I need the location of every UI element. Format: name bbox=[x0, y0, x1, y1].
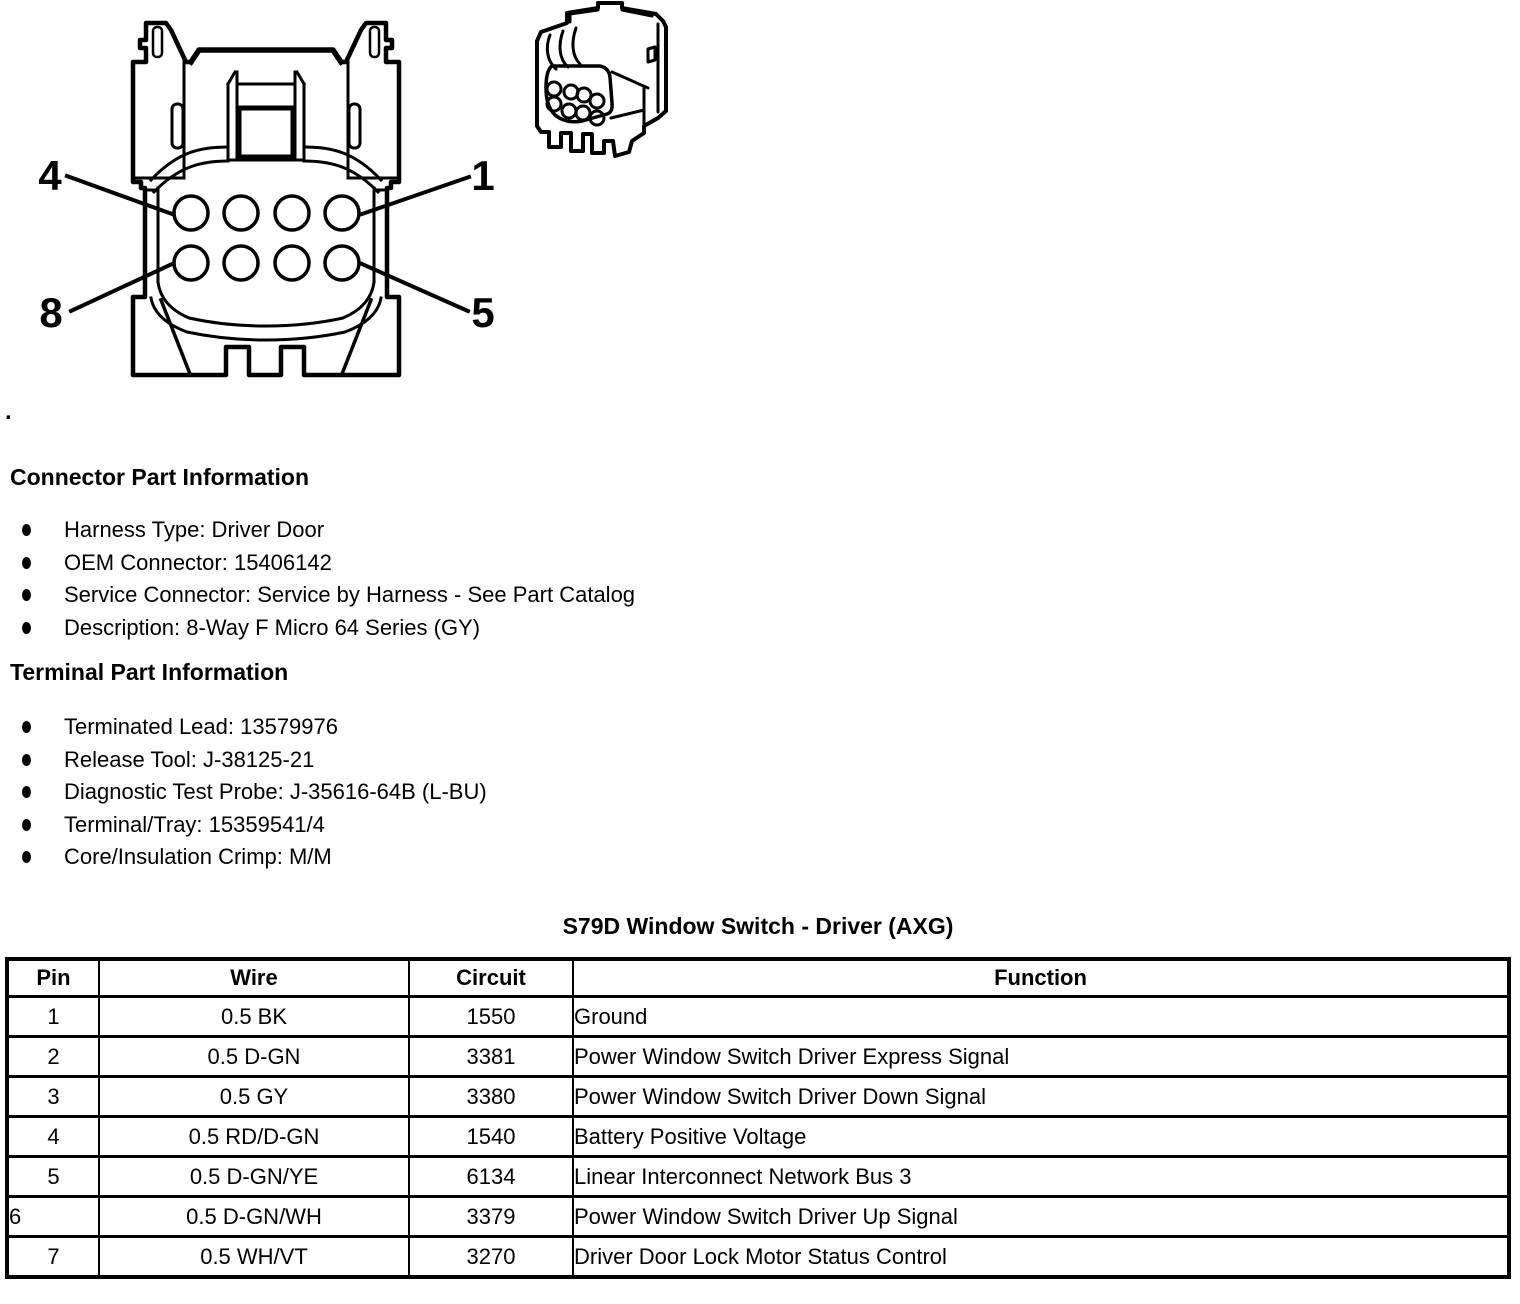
cell-wire: 0.5 BK bbox=[99, 997, 409, 1037]
list-item-text: Diagnostic Test Probe: J-35616-64B (L-BU) bbox=[64, 779, 487, 804]
cell-circuit: 3270 bbox=[409, 1237, 573, 1278]
col-header-function: Function bbox=[573, 959, 1509, 997]
cell-wire: 0.5 GY bbox=[99, 1077, 409, 1117]
cell-circuit: 3381 bbox=[409, 1037, 573, 1077]
bullet-icon bbox=[22, 851, 31, 863]
table-header-row bbox=[7, 959, 1509, 997]
pin-hole-4 bbox=[174, 196, 208, 230]
bullet-icon bbox=[22, 557, 31, 569]
leader-line-pin8 bbox=[71, 264, 172, 311]
pinout-table bbox=[5, 957, 1511, 1279]
pin-hole-7 bbox=[224, 246, 258, 280]
iso-latch-ridges bbox=[547, 28, 580, 69]
stray-period: . bbox=[5, 398, 12, 425]
cell-function: Power Window Switch Driver Down Signal bbox=[573, 1077, 1509, 1117]
list-item-text: Core/Insulation Crimp: M/M bbox=[64, 844, 332, 869]
col-header-pin: Pin bbox=[7, 959, 99, 997]
latch-button bbox=[239, 108, 293, 157]
bullet-icon bbox=[22, 721, 31, 733]
cell-function: Ground bbox=[573, 997, 1509, 1037]
list-item bbox=[0, 582, 1200, 608]
cell-function: Linear Interconnect Network Bus 3 bbox=[573, 1157, 1509, 1197]
bullet-icon bbox=[22, 589, 31, 601]
cell-wire: 0.5 RD/D-GN bbox=[99, 1117, 409, 1157]
bullet-icon bbox=[22, 786, 31, 798]
connector-3d-view bbox=[510, 0, 710, 180]
latch-plate bbox=[191, 50, 341, 62]
shoulder-arcs-right bbox=[304, 147, 381, 192]
iso-hole bbox=[547, 82, 561, 96]
pin-callout-1: 1 bbox=[471, 152, 495, 199]
iso-outline bbox=[537, 3, 666, 156]
cell-circuit: 6134 bbox=[409, 1157, 573, 1197]
pin-hole-1 bbox=[325, 196, 359, 230]
iso-side-detail bbox=[611, 47, 655, 126]
list-item bbox=[0, 517, 1200, 543]
bullet-icon bbox=[22, 819, 31, 831]
col-header-circuit: Circuit bbox=[409, 959, 573, 997]
pin-callout-4: 4 bbox=[38, 152, 62, 199]
list-item bbox=[0, 615, 1200, 641]
cell-pin: 1 bbox=[7, 997, 99, 1037]
list-item-text: Description: 8-Way F Micro 64 Series (GY) bbox=[64, 615, 481, 640]
iso-hole bbox=[562, 104, 576, 118]
ear-slot-left bbox=[153, 27, 162, 57]
pin-hole-3 bbox=[224, 196, 258, 230]
cell-circuit: 1550 bbox=[409, 997, 573, 1037]
list-item-text: OEM Connector: 15406142 bbox=[64, 550, 332, 575]
column-slot-right bbox=[349, 104, 360, 148]
cell-function: Driver Door Lock Motor Status Control bbox=[573, 1237, 1509, 1278]
bullet-icon bbox=[22, 754, 31, 766]
iso-hole bbox=[576, 106, 590, 120]
cell-pin: 4 bbox=[7, 1117, 99, 1157]
cavity-bottom-inner bbox=[158, 282, 374, 326]
cell-function: Battery Positive Voltage bbox=[573, 1117, 1509, 1157]
pinout-table-title: S79D Window Switch - Driver (AXG) bbox=[562, 913, 954, 939]
iso-hole bbox=[590, 94, 604, 108]
pin-hole-6 bbox=[275, 246, 309, 280]
pin-hole-2 bbox=[275, 196, 309, 230]
cell-wire: 0.5 D-GN/YE bbox=[99, 1157, 409, 1197]
cell-wire: 0.5 D-GN bbox=[99, 1037, 409, 1077]
cell-circuit: 1540 bbox=[409, 1117, 573, 1157]
list-item-text: Terminated Lead: 13579976 bbox=[64, 714, 338, 739]
cell-circuit: 3380 bbox=[409, 1077, 573, 1117]
list-item-text: Terminal/Tray: 15359541/4 bbox=[64, 812, 325, 837]
cell-pin: 2 bbox=[7, 1037, 99, 1077]
ear-slot-right bbox=[370, 27, 379, 57]
list-item bbox=[0, 844, 1200, 870]
cell-wire: 0.5 WH/VT bbox=[99, 1237, 409, 1278]
connector-outline bbox=[133, 23, 399, 375]
cell-pin: 6 bbox=[7, 1197, 99, 1237]
list-item-text: Service Connector: Service by Harness - See Part Catalog bbox=[64, 582, 636, 607]
list-item bbox=[0, 550, 1200, 576]
bullet-icon bbox=[22, 622, 31, 634]
shoulder-arcs-left bbox=[151, 147, 228, 192]
pin-cavity-walls bbox=[145, 188, 387, 282]
cavity-bottom-outer bbox=[151, 298, 381, 340]
table-row bbox=[7, 1077, 1509, 1117]
list-item bbox=[0, 812, 1200, 838]
pin-hole-8 bbox=[174, 246, 208, 280]
cell-pin: 7 bbox=[7, 1237, 99, 1278]
list-item bbox=[0, 779, 1200, 805]
cell-pin: 5 bbox=[7, 1157, 99, 1197]
list-item bbox=[0, 747, 1200, 773]
pin-callout-8: 8 bbox=[39, 289, 63, 336]
cell-function: Power Window Switch Driver Up Signal bbox=[573, 1197, 1509, 1237]
table-row bbox=[7, 1157, 1509, 1197]
table-row bbox=[7, 1197, 1509, 1237]
connector-part-info-heading: Connector Part Information bbox=[10, 464, 310, 490]
bullet-icon bbox=[22, 524, 31, 536]
column-slot-left bbox=[172, 104, 183, 148]
list-item-text: Harness Type: Driver Door bbox=[64, 517, 325, 542]
list-item-text: Release Tool: J-38125-21 bbox=[64, 747, 315, 772]
table-row bbox=[7, 1037, 1509, 1077]
table-row bbox=[7, 997, 1509, 1037]
pin-callout-5: 5 bbox=[471, 289, 495, 336]
cell-pin: 3 bbox=[7, 1077, 99, 1117]
connector-face-diagram bbox=[20, 0, 520, 420]
cell-circuit: 3379 bbox=[409, 1197, 573, 1237]
pin-hole-5 bbox=[325, 246, 359, 280]
list-item bbox=[0, 714, 1200, 740]
cell-wire: 0.5 D-GN/WH bbox=[99, 1197, 409, 1237]
leader-line-pin4 bbox=[67, 176, 172, 214]
table-row bbox=[7, 1117, 1509, 1157]
terminal-part-info-heading: Terminal Part Information bbox=[10, 659, 289, 685]
leader-line-pin1 bbox=[362, 177, 469, 214]
table-row bbox=[7, 1237, 1509, 1278]
col-header-wire: Wire bbox=[99, 959, 409, 997]
cell-function: Power Window Switch Driver Express Signal bbox=[573, 1037, 1509, 1077]
